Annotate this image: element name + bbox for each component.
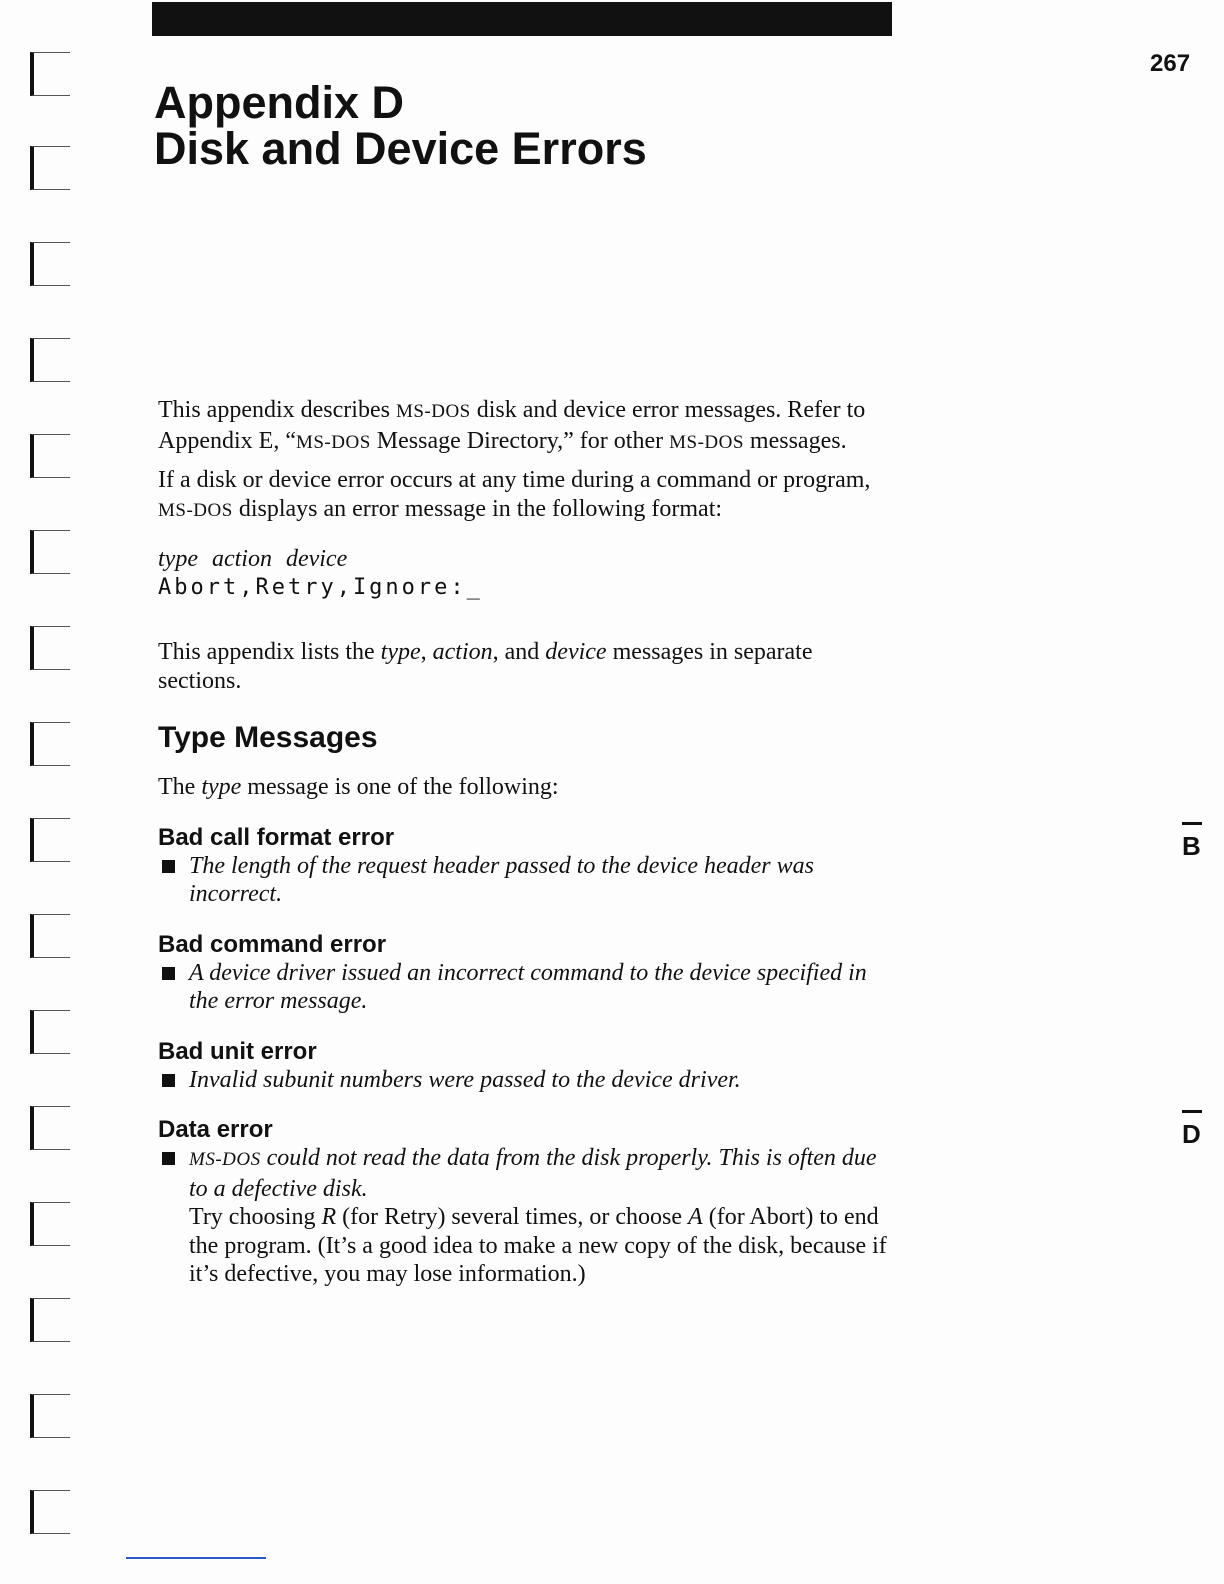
binding-ring [30, 1010, 70, 1054]
error-entry [158, 1116, 898, 1289]
intro-paragraph-2: If a disk or device error occurs at any time during a command or program, MS-DOS displays an error message in the following format: [158, 467, 871, 522]
binding-ring [30, 1106, 70, 1150]
error-title: Data error [158, 1116, 273, 1143]
binding-ring [30, 1202, 70, 1246]
binding-ring [30, 818, 70, 862]
header-bar [152, 2, 892, 36]
error-description: The length of the request header passed to the device header was incorrect. [189, 852, 814, 907]
binding-ring [30, 1298, 70, 1342]
bullet-icon [162, 967, 175, 980]
bottom-rule [126, 1557, 266, 1559]
binding-ring [30, 242, 70, 286]
error-format-syntax [158, 545, 898, 602]
error-description: A device driver issued an incorrect command to the device specified in the error message. [189, 959, 867, 1014]
binding-ring [30, 722, 70, 766]
intro-paragraph-1: This appendix describes MS-DOS disk and device error messages. Refer to Appendix E, “MS-DOS Message Directory,” for other MS-DOS messages. [158, 397, 866, 454]
error-title: Bad call format error [158, 823, 395, 851]
type-intro: The type message is one of the following: [158, 774, 559, 800]
error-entry [158, 931, 898, 1016]
bullet-icon [162, 1074, 175, 1087]
error-description: Invalid subunit numbers were passed to the device driver. [189, 1066, 741, 1093]
bullet-icon [162, 1152, 175, 1165]
title-line-1: Appendix D [154, 77, 405, 128]
binding-ring [30, 434, 70, 478]
index-tab-d: D [1182, 1110, 1202, 1150]
binding-ring [30, 530, 70, 574]
binding-ring [30, 1490, 70, 1534]
error-title: Bad command error [158, 930, 387, 958]
page-number: 267 [1150, 50, 1191, 77]
binding-ring [30, 626, 70, 670]
section-heading-type-messages: Type Messages [158, 721, 378, 754]
sections-paragraph: This appendix lists the type, action, and device messages in separate sections. [158, 639, 813, 694]
syntax-line-1: type action device [158, 546, 348, 572]
binding-ring [30, 914, 70, 958]
binding-ring [30, 338, 70, 382]
binding-ring [30, 1394, 70, 1438]
page-title [154, 77, 647, 174]
error-entry [158, 1038, 898, 1095]
binding-ring [30, 52, 70, 96]
error-entry [158, 824, 898, 909]
binding-ring [30, 146, 70, 190]
bullet-icon [162, 860, 175, 873]
index-tab-b: B [1182, 822, 1202, 862]
body-text [158, 396, 898, 1289]
syntax-line-2: Abort,Retry,Ignore:_ [158, 574, 483, 600]
error-title: Bad unit error [158, 1037, 317, 1065]
title-line-2: Disk and Device Errors [154, 123, 647, 174]
error-description: MS-DOS could not read the data from the disk properly. This is often due to a defective disk. [189, 1145, 877, 1202]
error-advice: Try choosing R (for Retry) several times, or choose A (for Abort) to end the program. (It’s a good idea to make a new copy of the disk, because if it’s defective, you may lose information.) [189, 1204, 887, 1287]
